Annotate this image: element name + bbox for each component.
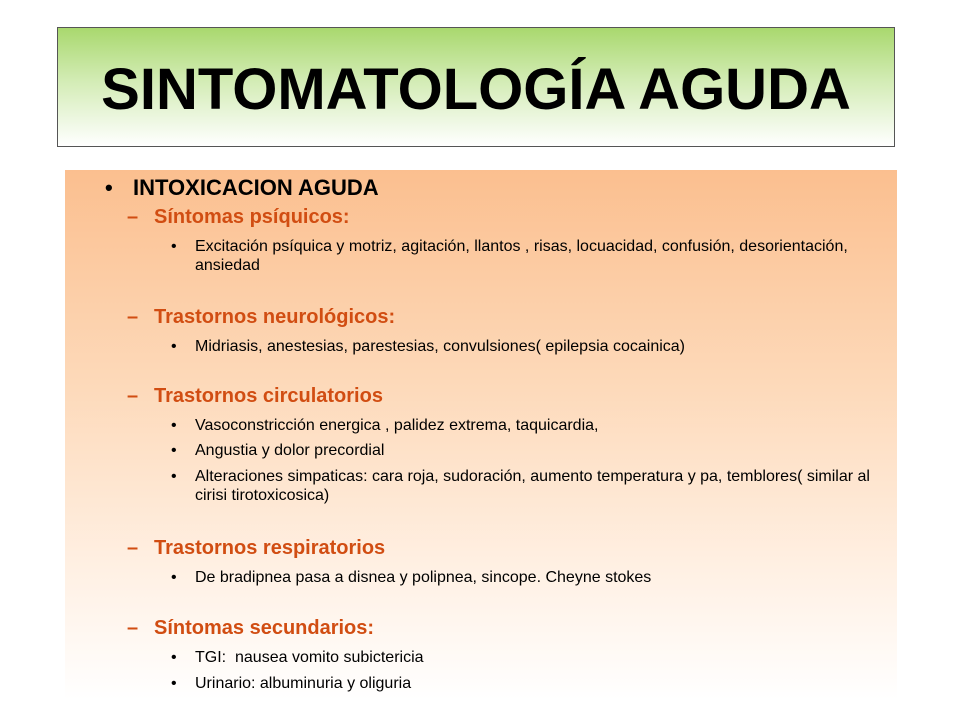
bullet-icon: • — [171, 675, 177, 692]
bullet-icon: • — [105, 175, 113, 200]
dash-icon: – — [127, 306, 139, 328]
dash-icon: – — [127, 617, 139, 639]
bullet-icon: • — [171, 649, 177, 666]
slide-title: SINTOMATOLOGÍA AGUDA — [101, 56, 851, 122]
section-heading: Trastornos neurológicos: — [154, 306, 396, 328]
dash-icon: – — [127, 206, 139, 228]
bullet-icon: • — [171, 338, 177, 355]
section-heading: Síntomas secundarios: — [154, 617, 375, 639]
bullet-icon: • — [171, 442, 177, 459]
bullet-icon: • — [171, 238, 177, 255]
section-heading: Trastornos respiratorios — [154, 537, 386, 559]
section-heading: Trastornos circulatorios — [154, 385, 383, 407]
bullet-icon: • — [171, 417, 177, 434]
list-item-text: Alteraciones simpaticas: cara roja, sudoración, aumento temperatura y pa, temblores( similar al cirisi tirotoxicosica) — [195, 468, 870, 504]
list-item-text: Excitación psíquica y motriz, agitación, llantos , risas, locuacidad, confusión, desorientación, ansiedad — [195, 238, 848, 274]
dash-icon: – — [127, 385, 139, 407]
main-heading: INTOXICACION AGUDA — [133, 175, 379, 200]
list-item-text: Angustia y dolor precordial — [195, 442, 385, 459]
list-item-text: Midriasis, anestesias, parestesias, convulsiones( epilepsia cocainica) — [195, 338, 686, 355]
list-item-text: Vasoconstricción energica , palidez extrema, taquicardia, — [195, 417, 599, 434]
content-area — [65, 170, 897, 700]
dash-icon: – — [127, 537, 139, 559]
bullet-icon: • — [171, 468, 177, 485]
section-heading: Síntomas psíquicos: — [154, 206, 350, 228]
list-item-text: De bradipnea pasa a disnea y polipnea, sincope. Cheyne stokes — [195, 569, 652, 586]
list-item-text: Urinario: albuminuria y oliguria — [195, 675, 412, 692]
bullet-icon: • — [171, 569, 177, 586]
title-box — [57, 27, 895, 147]
list-item-text: TGI: nausea vomito subictericia — [195, 649, 424, 666]
